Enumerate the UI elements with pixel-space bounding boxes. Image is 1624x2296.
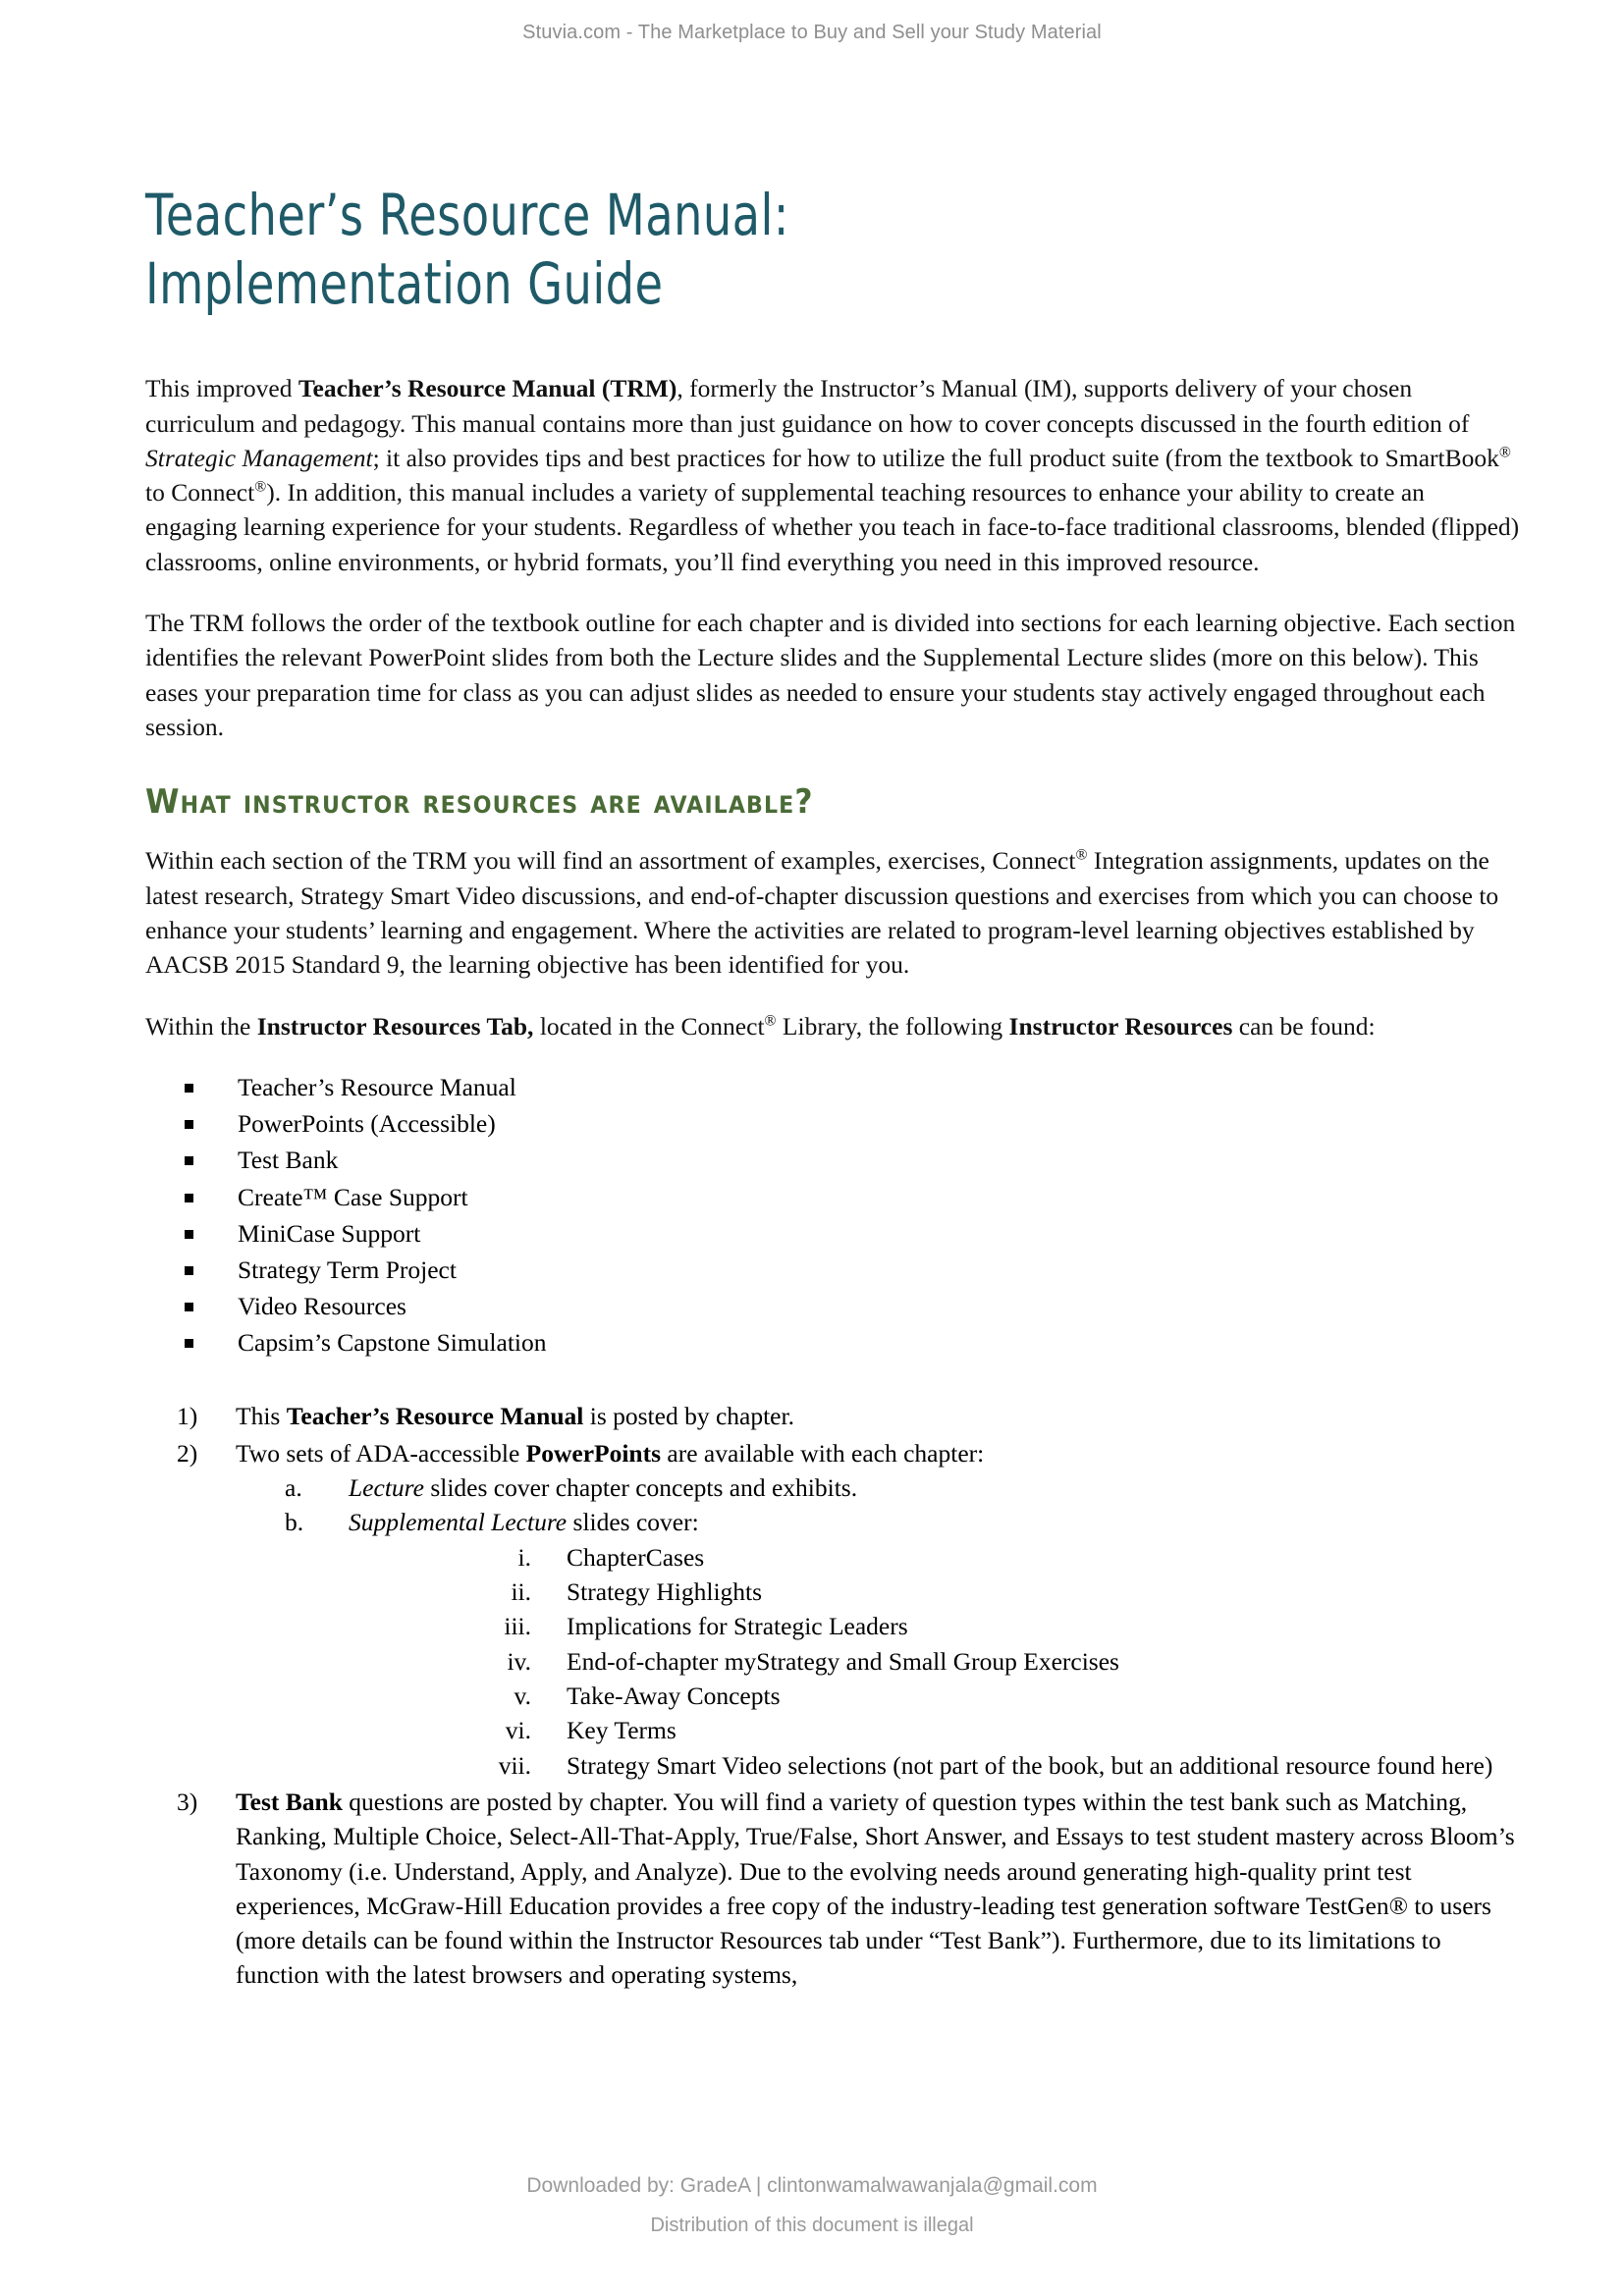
list-marker: ii. (511, 1577, 531, 1607)
list-marker: vi. (505, 1716, 531, 1745)
bullet-item-label: Strategy Term Project (238, 1255, 457, 1284)
list-item (145, 1216, 1520, 1251)
bullet-item-label: PowerPoints (Accessible) (238, 1109, 496, 1139)
list-item (145, 1070, 1520, 1104)
roman-item-label: Implications for Strategic Leaders (567, 1612, 908, 1641)
page-title-line-2: Implementation Guide (145, 249, 664, 317)
registered-mark-smartbook: ® (1498, 444, 1511, 461)
roman-item-label: Key Terms (567, 1716, 677, 1745)
resources-1-seg-1: Within each section of the TRM you will find an assortment of examples, exercises, Connect (145, 846, 1076, 876)
sub-a-italic-lecture: Lecture (349, 1473, 424, 1503)
item-3-bold-test-bank: Test Bank (236, 1787, 343, 1816)
bullet-item-label: Teacher’s Resource Manual (238, 1072, 516, 1101)
list-marker: b. (285, 1508, 304, 1537)
registered-mark-connect-3: ® (764, 1012, 777, 1030)
list-item (145, 1106, 1520, 1141)
instructor-resources-bullet-list (145, 1070, 1520, 1361)
list-marker: iv. (507, 1646, 531, 1676)
item-2-seg-2: are available with each chapter: (661, 1438, 985, 1468)
resources-1-seg-2: Integration assignments, updates on the latest research, Strategy Smart Video discussions, and end-of-chapter discussion questions and exercises from which you can choose to enhance your students’ learning and engagement. Where the activities are related to program-level learning objectives established by AACSB 2015 Standard 9, the learning objective has been identified for you. (145, 846, 1499, 980)
numbered-item-3 (145, 1785, 1520, 1993)
footer-downloaded-by: Downloaded by: GradeA | clintonwamalwawanjala@gmail.com (526, 2174, 1098, 2197)
square-bullet-icon (185, 1194, 193, 1202)
roman-item-iii (349, 1609, 1520, 1643)
sub-b-italic-supplemental-lecture: Supplemental Lecture (349, 1508, 568, 1537)
list-marker: 3) (177, 1787, 198, 1816)
registered-mark-connect-2: ® (1075, 846, 1088, 864)
intro-1-seg-3: ; it also provides tips and best practices for how to utilize the full product suite (from the textbook to SmartBook (372, 443, 1499, 472)
roman-item-vi (349, 1713, 1520, 1747)
square-bullet-icon (185, 1303, 193, 1311)
intro-paragraph-2: The TRM follows the order of the textbook outline for each chapter and is divided into sections for each learning objective. Each section identifies the relevant PowerPoint slides from both the Lecture slides and the Supplemental Lecture slides (more on this below). This eases your preparation time for class as you can adjust slides as needed to ensure your students stay actively engaged throughout each session. (145, 609, 1516, 741)
list-marker: 1) (177, 1402, 198, 1431)
resources-paragraph-1 (145, 843, 1520, 982)
list-marker: v. (514, 1681, 531, 1710)
roman-item-label: Strategy Highlights (567, 1577, 763, 1607)
list-marker: 2) (177, 1438, 198, 1468)
section-heading-instructor-resources: What instructor resources are available? (145, 782, 814, 823)
resources-2-seg-4: can be found: (1232, 1011, 1376, 1041)
square-bullet-icon (185, 1230, 193, 1239)
square-bullet-icon (185, 1156, 193, 1165)
intro-1-seg-1: This improved (145, 374, 298, 403)
roman-item-v (349, 1679, 1520, 1713)
stuvia-watermark-header: Stuvia.com - The Marketplace to Buy and Sell your Study Material (522, 22, 1102, 43)
resources-2-bold-tab: Instructor Resources Tab, (256, 1011, 534, 1041)
list-marker: vii. (498, 1750, 531, 1780)
intro-paragraph-1 (145, 371, 1520, 579)
sub-item-b (236, 1505, 1520, 1783)
resources-2-seg-2: located in the Connect (533, 1011, 765, 1041)
page-title-line-1: Teacher’s Resource Manual: (145, 182, 789, 248)
item-1-seg-2: is posted by chapter. (583, 1402, 794, 1431)
roman-item-label: Strategy Smart Video selections (not part of the book, but an additional resource found here) (567, 1750, 1493, 1780)
list-item (145, 1253, 1520, 1287)
item-3-seg-2: questions are posted by chapter. You will find a variety of question types within the test bank such as Matching, Ranking, Multiple Choice, Select-All-That-Apply, True/False, Short Answer, and Essays to test student mastery across Bloom’s Taxonomy (i.e. Understand, Apply, and Analyze). Due to the evolving needs around generating high-quality print test experiences, McGraw-Hill Education provides a free copy of the industry-leading test generation software TestGen® to users (more details can be found within the Instructor Resources tab under “Test Bank”). Furthermore, due to its limitations to function with the latest browsers and operating systems, (236, 1787, 1515, 1990)
resources-2-bold-instructor-resources: Instructor Resources (1008, 1011, 1233, 1041)
intro-1-seg-5: ). In addition, this manual includes a variety of supplemental teaching resources to enhance your ability to create an engaging learning experience for your students. Regardless of whether you teach in face-to-face traditional classrooms, blended (flipped) classrooms, online environments, or hybrid formats, you’ll find everything you need in this improved resource. (145, 478, 1520, 576)
roman-item-ii (349, 1575, 1520, 1609)
roman-item-label: Take-Away Concepts (567, 1681, 781, 1710)
roman-item-label: End-of-chapter myStrategy and Small Group Exercises (567, 1646, 1119, 1676)
bullet-item-label: Video Resources (238, 1292, 406, 1321)
numbered-item-1 (145, 1399, 1520, 1433)
instructor-resources-numbered-list (145, 1399, 1520, 1992)
square-bullet-icon (185, 1266, 193, 1275)
intro-1-seg-2: , formerly the Instructor’s Manual (IM), supports delivery of your chosen curriculum and pedagogy. This manual contains more than just guidance on how to cover concepts discussed in the fourth edition of (145, 374, 1470, 438)
item-1-seg-1: This (236, 1402, 287, 1431)
sub-b-seg-2: slides cover: (567, 1508, 699, 1537)
bullet-item-label: Create™ Case Support (238, 1182, 468, 1211)
list-marker: a. (285, 1473, 302, 1503)
registered-mark-connect-1: ® (254, 478, 267, 496)
sub-item-a (236, 1470, 1520, 1505)
document-content (145, 182, 1520, 1995)
roman-item-vii (349, 1748, 1520, 1783)
intro-1-bold-trm: Teacher’s Resource Manual (TRM) (298, 374, 677, 403)
roman-item-label: ChapterCases (567, 1542, 705, 1572)
list-item (145, 1180, 1520, 1214)
footer-distribution-notice: Distribution of this document is illegal (650, 2215, 974, 2236)
item-1-bold-trm: Teacher’s Resource Manual (286, 1402, 584, 1431)
intro-1-seg-4: to Connect (145, 478, 255, 507)
bullet-item-label: MiniCase Support (238, 1218, 421, 1248)
square-bullet-icon (185, 1339, 193, 1348)
square-bullet-icon (185, 1120, 193, 1129)
bullet-item-label: Capsim’s Capstone Simulation (238, 1328, 547, 1358)
numbered-item-2-sublist (236, 1470, 1520, 1783)
sub-a-seg-2: slides cover chapter concepts and exhibits. (423, 1473, 858, 1503)
list-marker: iii. (504, 1612, 531, 1641)
list-item (145, 1289, 1520, 1323)
resources-paragraph-2 (145, 1009, 1520, 1043)
numbered-item-2 (145, 1436, 1520, 1783)
supplemental-lecture-roman-list (349, 1540, 1520, 1783)
list-item (145, 1143, 1520, 1177)
item-2-seg-1: Two sets of ADA-accessible (236, 1438, 526, 1468)
resources-2-seg-1: Within the (145, 1011, 257, 1041)
bullet-item-label: Test Bank (238, 1146, 339, 1175)
list-marker: i. (517, 1542, 531, 1572)
page-title (145, 182, 1520, 318)
list-item (145, 1325, 1520, 1360)
square-bullet-icon (185, 1084, 193, 1093)
resources-2-seg-3: Library, the following (776, 1011, 1009, 1041)
stuvia-footer (0, 2174, 1624, 2237)
roman-item-iv (349, 1644, 1520, 1679)
intro-1-italic-strategic-management: Strategic Management (145, 443, 373, 472)
item-2-bold-powerpoints: PowerPoints (525, 1438, 662, 1468)
roman-item-i (349, 1540, 1520, 1575)
